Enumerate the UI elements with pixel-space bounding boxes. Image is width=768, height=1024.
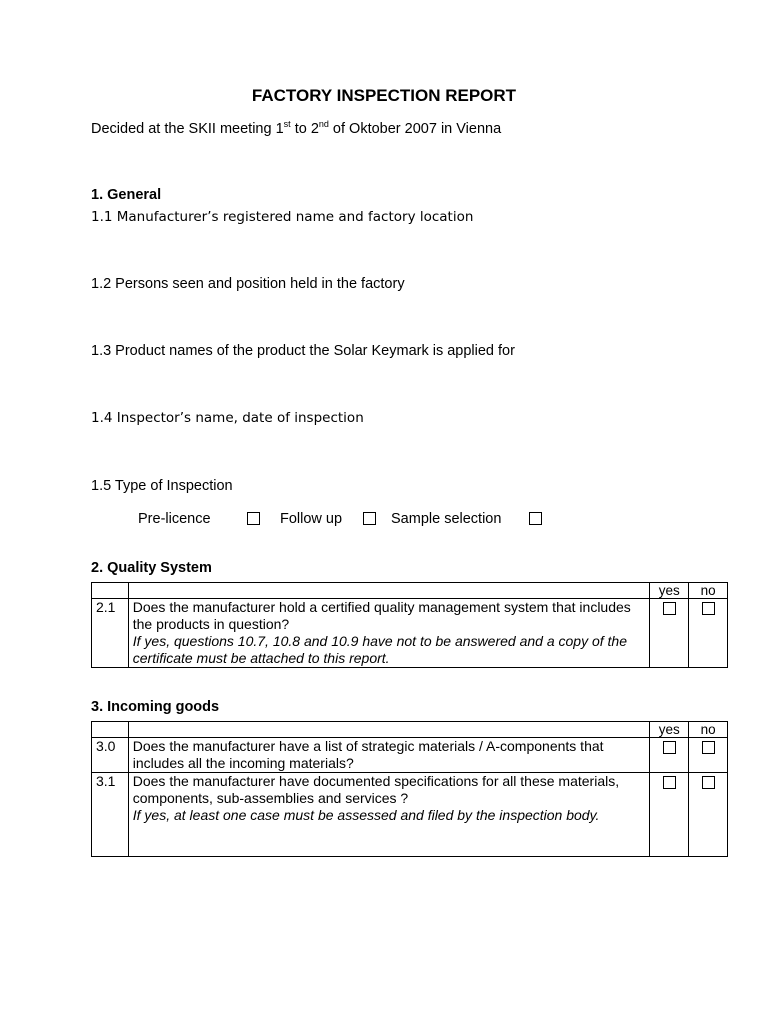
table-header-row (92, 722, 728, 738)
subtitle-part-1: Decided at the SKII meeting 1 (91, 121, 284, 137)
question-text: Does the manufacturer have a list of strategic materials / A-components that includes all the incoming materials? (132, 738, 604, 771)
header-num-cell (92, 583, 129, 599)
question-note: If yes, questions 10.7, 10.8 and 10.9 have not to be answered and a copy of the certificate must be attached to this report. (132, 633, 627, 666)
question-note: If yes, at least one case must be assessed and filed by the inspection body. (132, 807, 600, 823)
header-no: no (689, 722, 728, 738)
table-row (92, 773, 728, 857)
no-checkbox[interactable] (702, 741, 715, 754)
yes-checkbox[interactable] (663, 741, 676, 754)
document-subtitle (91, 121, 501, 137)
general-item-1-1: 1.1 Manufacturer’s registered name and factory location (91, 209, 474, 225)
question-text: Does the manufacturer hold a certified quality management system that includes the products in question? (132, 599, 631, 632)
yes-checkbox[interactable] (663, 776, 676, 789)
question-cell (128, 738, 650, 773)
question-number: 3.1 (92, 773, 129, 857)
option-pre-licence-label: Pre-licence (138, 511, 211, 527)
subtitle-sup-1: st (283, 119, 291, 129)
option-sample-selection-label: Sample selection (391, 511, 502, 527)
table-row (92, 599, 728, 668)
question-cell (128, 599, 650, 668)
header-question-cell (128, 583, 650, 599)
yes-cell (650, 773, 689, 857)
no-cell (689, 773, 728, 857)
document-title: FACTORY INSPECTION REPORT (251, 86, 517, 105)
sample-selection-checkbox[interactable] (529, 512, 542, 525)
option-follow-up-label: Follow up (280, 511, 343, 527)
quality-system-table (91, 582, 728, 668)
yes-cell (650, 599, 689, 668)
question-number: 3.0 (92, 738, 129, 773)
pre-licence-checkbox[interactable] (247, 512, 260, 525)
table-header-row (92, 583, 728, 599)
incoming-goods-table (91, 721, 728, 857)
no-cell (689, 599, 728, 668)
header-yes: yes (650, 722, 689, 738)
header-yes: yes (650, 583, 689, 599)
follow-up-checkbox[interactable] (363, 512, 376, 525)
general-item-1-3: 1.3 Product names of the product the Solar Keymark is applied for (91, 343, 515, 359)
header-no: no (689, 583, 728, 599)
no-checkbox[interactable] (702, 776, 715, 789)
header-question-cell (128, 722, 650, 738)
section-incoming-goods-heading: 3. Incoming goods (91, 699, 220, 715)
subtitle-part-3: of Oktober 2007 in Vienna (328, 121, 502, 137)
header-num-cell (92, 722, 129, 738)
subtitle-part-2: to 2 (290, 121, 319, 137)
table-row (92, 738, 728, 773)
general-item-1-2: 1.2 Persons seen and position held in the factory (91, 276, 405, 292)
general-item-1-5: 1.5 Type of Inspection (91, 478, 233, 494)
section-general-heading: 1. General (91, 187, 162, 203)
yes-checkbox[interactable] (663, 602, 676, 615)
question-cell (128, 773, 650, 857)
no-checkbox[interactable] (702, 602, 715, 615)
general-item-1-4: 1.4 Inspector’s name, date of inspection (91, 410, 364, 426)
question-number: 2.1 (92, 599, 129, 668)
section-quality-system-heading: 2. Quality System (91, 560, 212, 576)
question-text: Does the manufacturer have documented specifications for all these materials, components, sub-assemblies and services ? (132, 773, 620, 806)
yes-cell (650, 738, 689, 773)
subtitle-sup-2: nd (318, 119, 329, 129)
no-cell (689, 738, 728, 773)
